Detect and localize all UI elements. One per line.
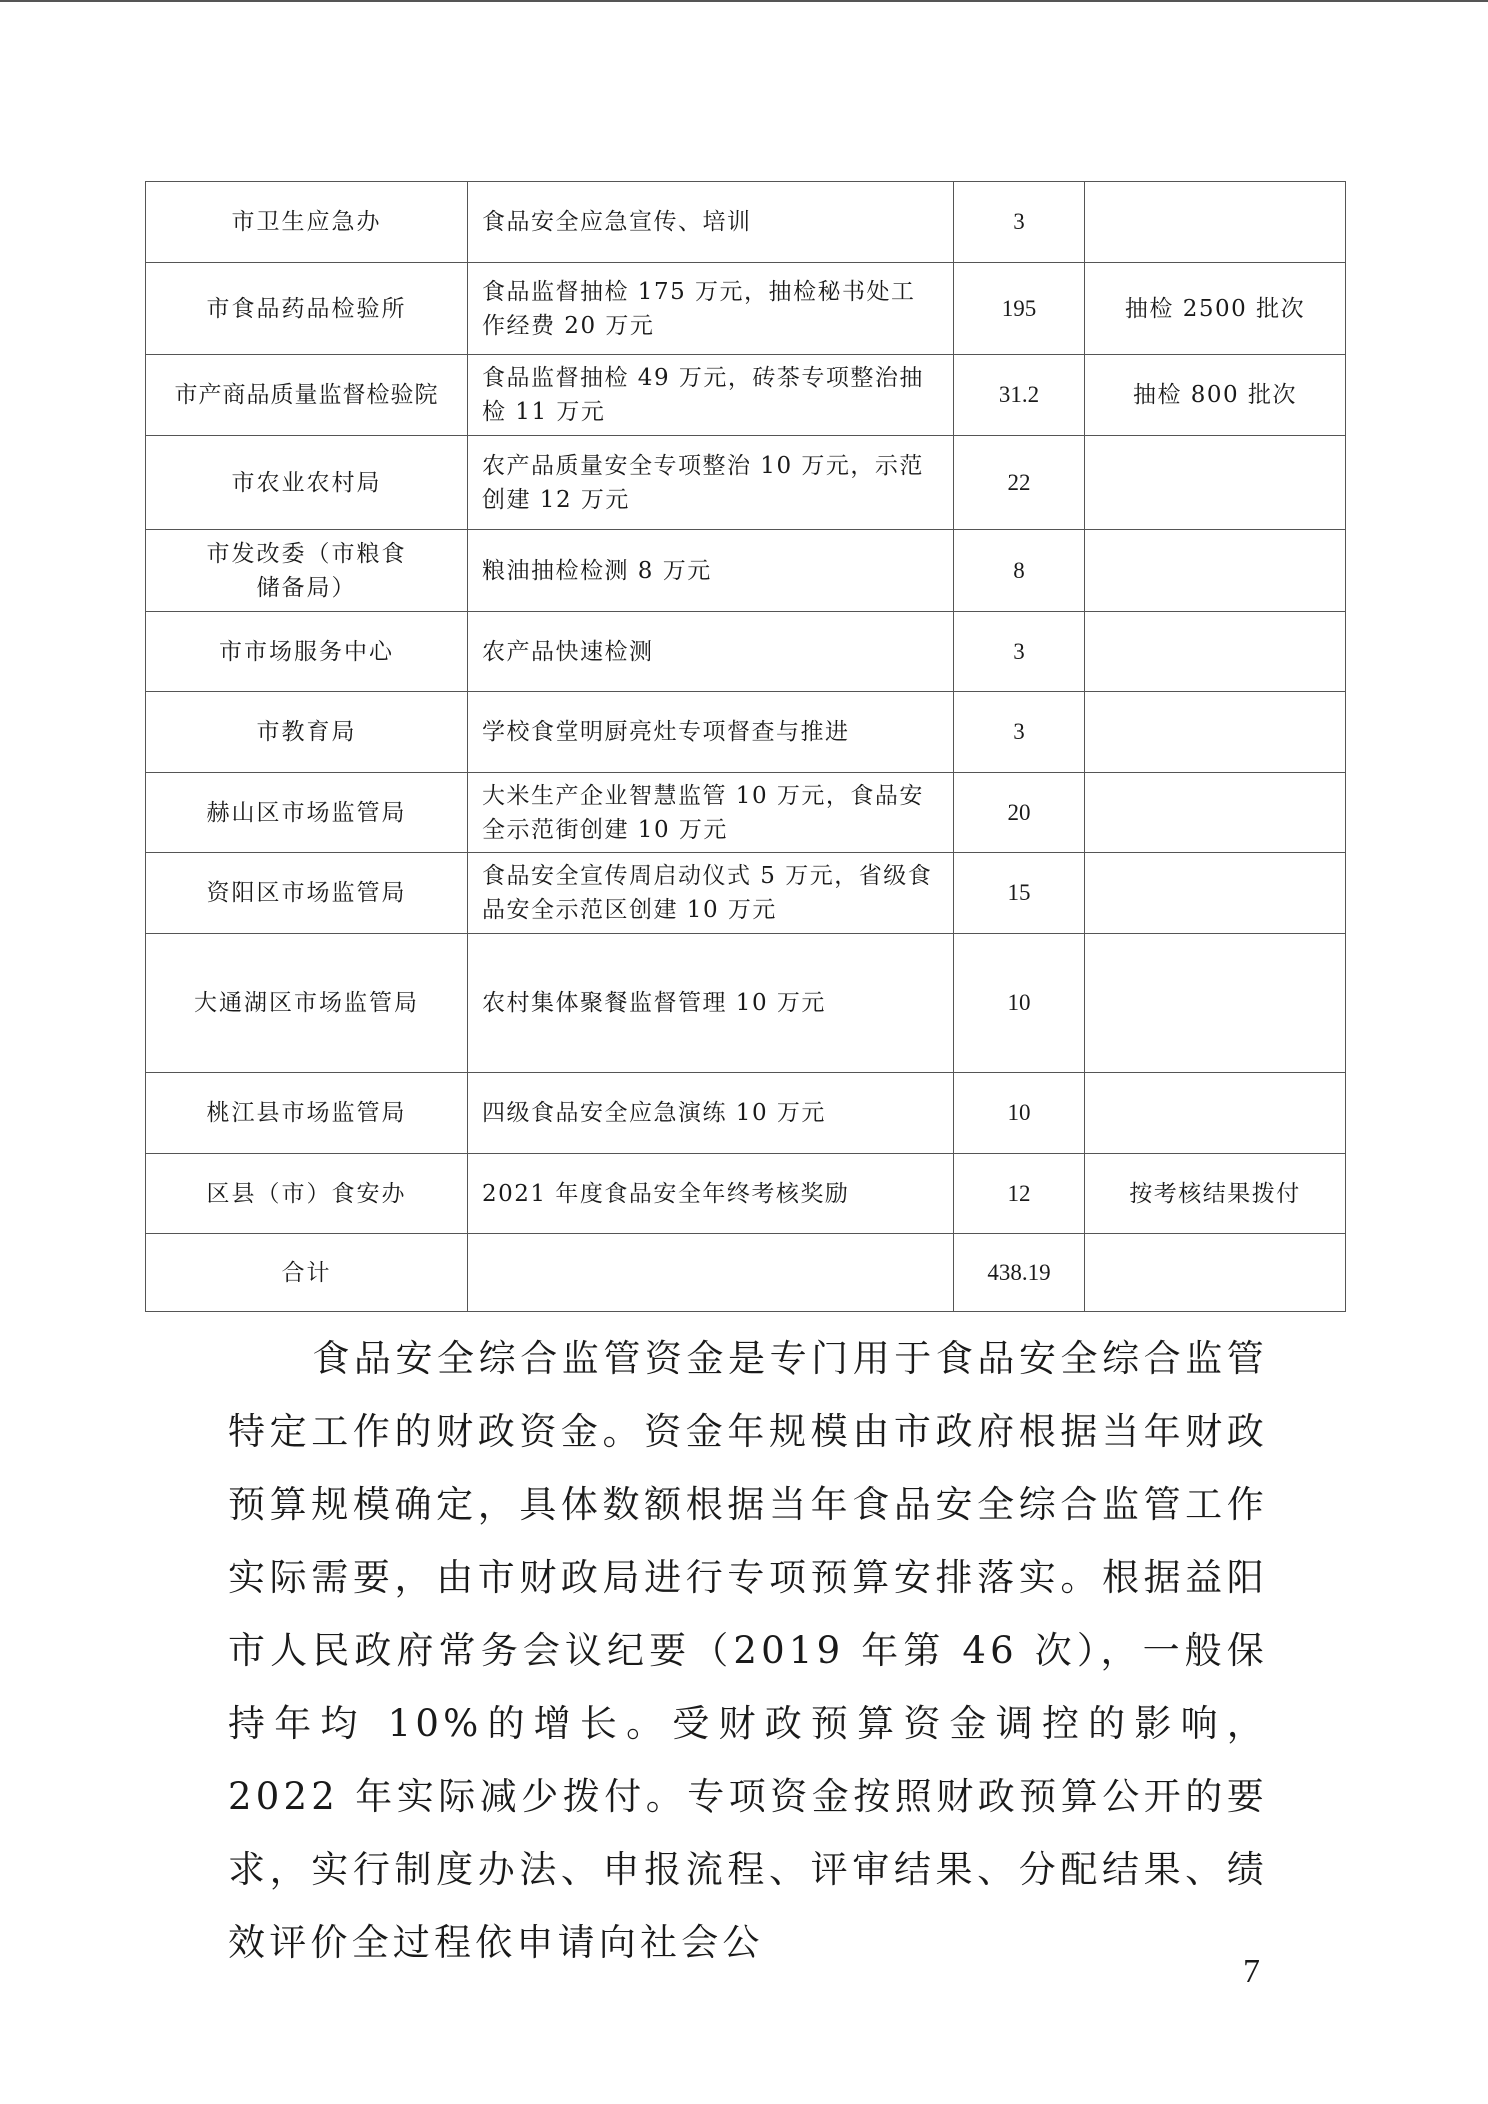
item-cell <box>468 1234 954 1312</box>
amount-cell: 31.2 <box>954 355 1085 436</box>
table-total-row <box>146 1234 1346 1312</box>
note-cell <box>1085 853 1346 934</box>
note-cell <box>1085 530 1346 612</box>
item-cell: 2021 年度食品安全年终考核奖励 <box>468 1154 954 1234</box>
amount-cell: 3 <box>954 692 1085 773</box>
item-cell: 四级食品安全应急演练 10 万元 <box>468 1073 954 1154</box>
total-amount-cell: 438.19 <box>954 1234 1085 1312</box>
body-paragraph <box>228 1322 1268 1979</box>
paragraph-text: 食品安全综合监管资金是专门用于食品安全综合监管特定工作的财政资金。资金年规模由市政府根据当年财政预算规模确定，具体数额根据当年食品安全综合监管工作实际需要，由市财政局进行专项预算安排落实。根据益阳市人民政府常务会议纪要（2019 年第 46 次），一般保持年均 10%的增长。受财政预算资金调控的影响，2022 年实际减少拨付。专项资金按照财政预算公开的要求，实行制度办法、申报流程、评审结果、分配结果、绩效评价全过程依申请向社会公 <box>228 1337 1268 1964</box>
table-row <box>146 1073 1346 1154</box>
item-cell: 粮油抽检检测 8 万元 <box>468 530 954 612</box>
table-row <box>146 934 1346 1073</box>
dept-cell: 市食品药品检验所 <box>146 263 468 355</box>
amount-cell: 195 <box>954 263 1085 355</box>
note-cell: 抽检 2500 批次 <box>1085 263 1346 355</box>
item-cell: 大米生产企业智慧监管 10 万元，食品安全示范街创建 10 万元 <box>468 773 954 853</box>
note-cell <box>1085 182 1346 263</box>
amount-cell: 3 <box>954 612 1085 692</box>
table-row <box>146 182 1346 263</box>
amount-cell: 10 <box>954 1073 1085 1154</box>
page-top-border <box>0 0 1488 2</box>
note-cell <box>1085 436 1346 530</box>
item-cell: 食品监督抽检 175 万元，抽检秘书处工作经费 20 万元 <box>468 263 954 355</box>
item-cell: 农村集体聚餐监督管理 10 万元 <box>468 934 954 1073</box>
dept-cell: 市教育局 <box>146 692 468 773</box>
funding-table <box>145 181 1346 1312</box>
item-cell: 食品监督抽检 49 万元，砖茶专项整治抽检 11 万元 <box>468 355 954 436</box>
dept-cell: 资阳区市场监管局 <box>146 853 468 934</box>
amount-cell: 22 <box>954 436 1085 530</box>
page-number: 7 <box>1243 1953 1260 1990</box>
table-row <box>146 692 1346 773</box>
item-cell: 农产品质量安全专项整治 10 万元，示范创建 12 万元 <box>468 436 954 530</box>
table-row <box>146 436 1346 530</box>
table-row <box>146 355 1346 436</box>
dept-cell: 市卫生应急办 <box>146 182 468 263</box>
dept-cell: 市农业农村局 <box>146 436 468 530</box>
table-row <box>146 612 1346 692</box>
note-cell <box>1085 934 1346 1073</box>
dept-cell: 桃江县市场监管局 <box>146 1073 468 1154</box>
item-cell: 食品安全宣传周启动仪式 5 万元，省级食品安全示范区创建 10 万元 <box>468 853 954 934</box>
amount-cell: 20 <box>954 773 1085 853</box>
amount-cell: 8 <box>954 530 1085 612</box>
note-cell <box>1085 612 1346 692</box>
table-row <box>146 1154 1346 1234</box>
dept-cell: 市产商品质量监督检验院 <box>146 355 468 436</box>
dept-cell: 赫山区市场监管局 <box>146 773 468 853</box>
note-cell: 按考核结果拨付 <box>1085 1154 1346 1234</box>
note-cell <box>1085 692 1346 773</box>
dept-cell: 大通湖区市场监管局 <box>146 934 468 1073</box>
amount-cell: 3 <box>954 182 1085 263</box>
dept-cell: 区县（市）食安办 <box>146 1154 468 1234</box>
amount-cell: 15 <box>954 853 1085 934</box>
table-row <box>146 773 1346 853</box>
item-cell: 农产品快速检测 <box>468 612 954 692</box>
note-cell <box>1085 1073 1346 1154</box>
dept-cell: 市市场服务中心 <box>146 612 468 692</box>
dept-cell: 市发改委（市粮食储备局） <box>146 530 468 612</box>
amount-cell: 12 <box>954 1154 1085 1234</box>
item-cell: 学校食堂明厨亮灶专项督查与推进 <box>468 692 954 773</box>
note-cell <box>1085 773 1346 853</box>
table-row <box>146 263 1346 355</box>
note-cell <box>1085 1234 1346 1312</box>
total-label-cell: 合计 <box>146 1234 468 1312</box>
table-row <box>146 853 1346 934</box>
table-row <box>146 530 1346 612</box>
note-cell: 抽检 800 批次 <box>1085 355 1346 436</box>
amount-cell: 10 <box>954 934 1085 1073</box>
item-cell: 食品安全应急宣传、培训 <box>468 182 954 263</box>
